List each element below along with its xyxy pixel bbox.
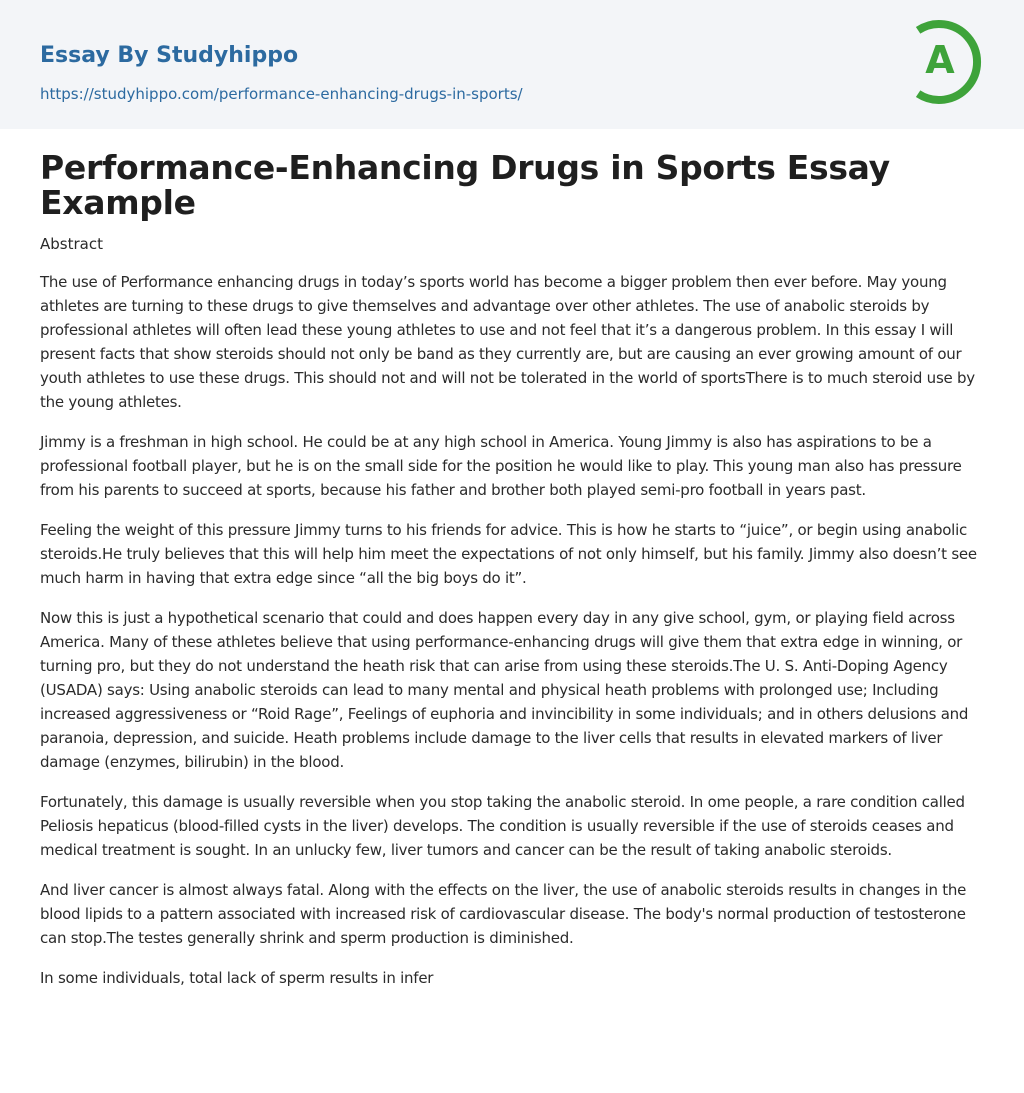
paragraph: The use of Performance enhancing drugs in today’s sports world has become a bigger problem then ever before. May young athletes are turning to these drugs to give themselves and advantage over other athletes. The use of anabolic steroids by professional athletes will often lead these young athletes to use and not feel that it’s a dangerous problem. In this essay I will present facts that show steroids should not only be band as they currently are, but are causing an ever growing amount of our youth athletes to use these drugs. This should not and will not be tolerated in the world of sportsThere is to much steroid use by the young athletes. (40, 273, 975, 411)
paragraph: Jimmy is a freshman in high school. He could be at any high school in America. Young Jimmy is also has aspirations to be a professional football player, but he is on the small side for the position he would like to play. This young man also has pressure from his parents to succeed at sports, because his father and brother both played semi-pro football in years past. (40, 433, 962, 499)
site-header (0, 0, 1024, 129)
source-url-link[interactable]: https://studyhippo.com/performance-enhancing-drugs-in-sports/ (40, 85, 523, 103)
paragraph: And liver cancer is almost always fatal. Along with the effects on the liver, the use of anabolic steroids results in changes in the blood lipids to a pattern associated with increased risk of cardiovascular disease. The body's normal production of testosterone can stop.The testes generally shrink and sperm production is diminished. (40, 881, 967, 947)
page-title: Performance-Enhancing Drugs in Sports Essay Example (40, 148, 890, 222)
abstract-label: Abstract (40, 235, 103, 253)
paragraph: In some individuals, total lack of sperm results in infer (40, 969, 434, 987)
article (40, 150, 990, 990)
paragraph: Feeling the weight of this pressure Jimmy turns to his friends for advice. This is how he starts to “juice”, or begin using anabolic steroids.He truly believes that this will help him meet the expectations of not only himself, but his family. Jimmy also doesn’t see much harm in having that extra edge since “all the big boys do it”. (40, 521, 977, 587)
paragraph: Now this is just a hypothetical scenario that could and does happen every day in any give school, gym, or playing field across America. Many of these athletes believe that using performance-enhancing drugs will give them that extra edge in winning, or turning pro, but they do not understand the heath risk that can arise from using these steroids.The U. S. Anti-Doping Agency (USADA) says: Using anabolic steroids can lead to many mental and physical heath problems with prolonged use; Including increased aggressiveness or “Roid Rage”, Feelings of euphoria and invincibility in some individuals; and in others delusions and paranoia, depression, and suicide. Heath problems include damage to the liver cells that results in elevated markers of liver damage (enzymes, bilirubin) in the blood. (40, 609, 969, 771)
site-title[interactable]: Essay By Studyhippo (40, 43, 299, 68)
studyhippo-logo[interactable] (912, 18, 986, 106)
paragraph: Fortunately, this damage is usually reversible when you stop taking the anabolic steroid. In ome people, a rare condition called Peliosis hepaticus (blood-filled cysts in the liver) develops. The condition is usually reversible if the use of steroids ceases and medical treatment is sought. In an unlucky few, liver tumors and cancer can be the result of taking anabolic steroids. (40, 793, 965, 859)
logo-letter: A (925, 38, 955, 82)
